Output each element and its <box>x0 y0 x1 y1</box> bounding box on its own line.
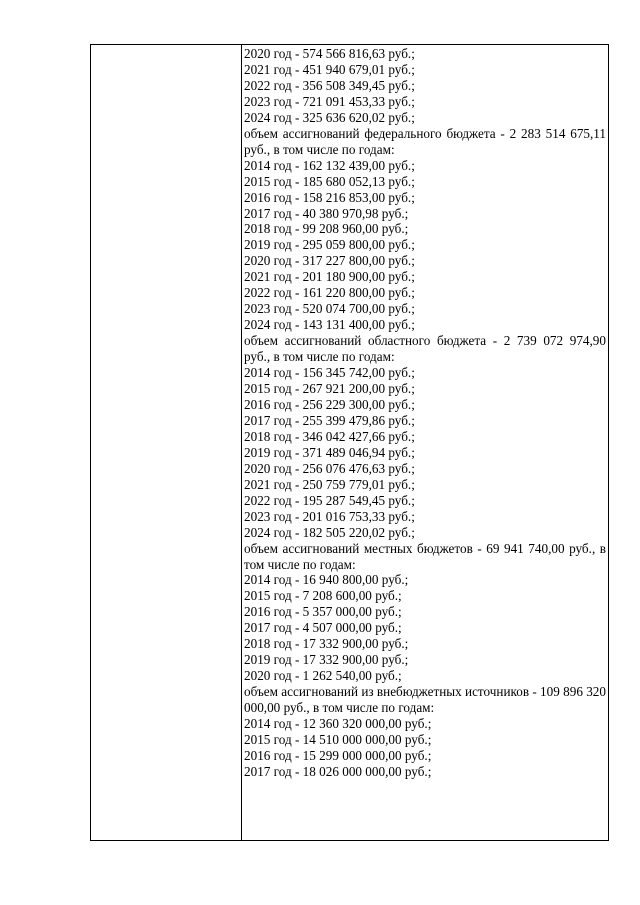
year-amount-line: 2014 год - 156 345 742,00 руб.; <box>244 365 415 381</box>
year-amount-line: 2023 год - 201 016 753,33 руб.; <box>244 508 415 524</box>
funding-text <box>242 45 608 780</box>
year-amount-line: 2014 год - 162 132 439,00 руб.; <box>244 157 415 173</box>
budget-table <box>90 44 609 841</box>
year-amount-line: 2019 год - 17 332 900,00 руб.; <box>244 652 409 668</box>
budget-source-paragraph: объем ассигнований из внебюджетных источников - 109 896 320 000,00 руб., в том числе по годам: <box>244 684 606 716</box>
year-amount-line: 2016 год - 158 216 853,00 руб.; <box>244 189 415 205</box>
year-amount-line: 2024 год - 325 636 620,02 руб.; <box>244 109 415 125</box>
year-amount-line: 2022 год - 161 220 800,00 руб.; <box>244 285 415 301</box>
year-amount-line: 2020 год - 1 262 540,00 руб.; <box>244 668 402 684</box>
year-amount-line: 2022 год - 356 508 349,45 руб.; <box>244 77 415 93</box>
year-amount-line: 2018 год - 99 208 960,00 руб.; <box>244 221 409 237</box>
year-amount-line: 2016 год - 256 229 300,00 руб.; <box>244 396 415 412</box>
year-amount-line: 2015 год - 267 921 200,00 руб.; <box>244 381 415 397</box>
budget-source-paragraph: объем ассигнований федерального бюджета - 2 283 514 675,11 руб., в том числе по годам: <box>244 125 606 157</box>
year-amount-line: 2018 год - 17 332 900,00 руб.; <box>244 636 409 652</box>
right-cell <box>242 45 609 841</box>
left-cell-text <box>91 45 241 46</box>
year-amount-line: 2017 год - 18 026 000 000,00 руб.; <box>244 763 432 779</box>
year-amount-line: 2016 год - 5 357 000,00 руб.; <box>244 604 402 620</box>
year-amount-line: 2021 год - 451 940 679,01 руб.; <box>244 61 415 77</box>
table-row <box>91 45 609 841</box>
year-amount-line: 2018 год - 346 042 427,66 руб.; <box>244 428 415 444</box>
year-amount-line: 2020 год - 574 566 816,63 руб.; <box>244 46 415 61</box>
year-amount-line: 2020 год - 317 227 800,00 руб.; <box>244 253 415 269</box>
year-amount-line: 2021 год - 201 180 900,00 руб.; <box>244 269 415 285</box>
year-amount-line: 2023 год - 520 074 700,00 руб.; <box>244 301 415 317</box>
year-amount-line: 2014 год - 16 940 800,00 руб.; <box>244 572 409 588</box>
year-amount-line: 2017 год - 255 399 479,86 руб.; <box>244 412 415 428</box>
budget-source-paragraph: объем ассигнований местных бюджетов - 69 941 740,00 руб., в том числе по годам: <box>244 540 606 572</box>
year-amount-line: 2024 год - 182 505 220,02 руб.; <box>244 524 415 540</box>
year-amount-line: 2015 год - 7 208 600,00 руб.; <box>244 588 402 604</box>
year-amount-line: 2017 год - 40 380 970,98 руб.; <box>244 205 409 221</box>
year-amount-line: 2015 год - 185 680 052,13 руб.; <box>244 173 415 189</box>
year-amount-line: 2023 год - 721 091 453,33 руб.; <box>244 93 415 109</box>
year-amount-line: 2022 год - 195 287 549,45 руб.; <box>244 492 415 508</box>
year-amount-line: 2024 год - 143 131 400,00 руб.; <box>244 317 415 333</box>
year-amount-line: 2016 год - 15 299 000 000,00 руб.; <box>244 747 432 763</box>
year-amount-line: 2017 год - 4 507 000,00 руб.; <box>244 620 402 636</box>
year-amount-line: 2021 год - 250 759 779,01 руб.; <box>244 476 415 492</box>
year-amount-line: 2014 год - 12 360 320 000,00 руб.; <box>244 716 432 732</box>
year-amount-line: 2019 год - 295 059 800,00 руб.; <box>244 237 415 253</box>
left-cell <box>91 45 242 841</box>
year-amount-line: 2019 год - 371 489 046,94 руб.; <box>244 444 415 460</box>
year-amount-line: 2015 год - 14 510 000 000,00 руб.; <box>244 731 432 747</box>
year-amount-line: 2020 год - 256 076 476,63 руб.; <box>244 460 415 476</box>
budget-source-paragraph: объем ассигнований областного бюджета - 2 739 072 974,90 руб., в том числе по годам: <box>244 333 606 365</box>
